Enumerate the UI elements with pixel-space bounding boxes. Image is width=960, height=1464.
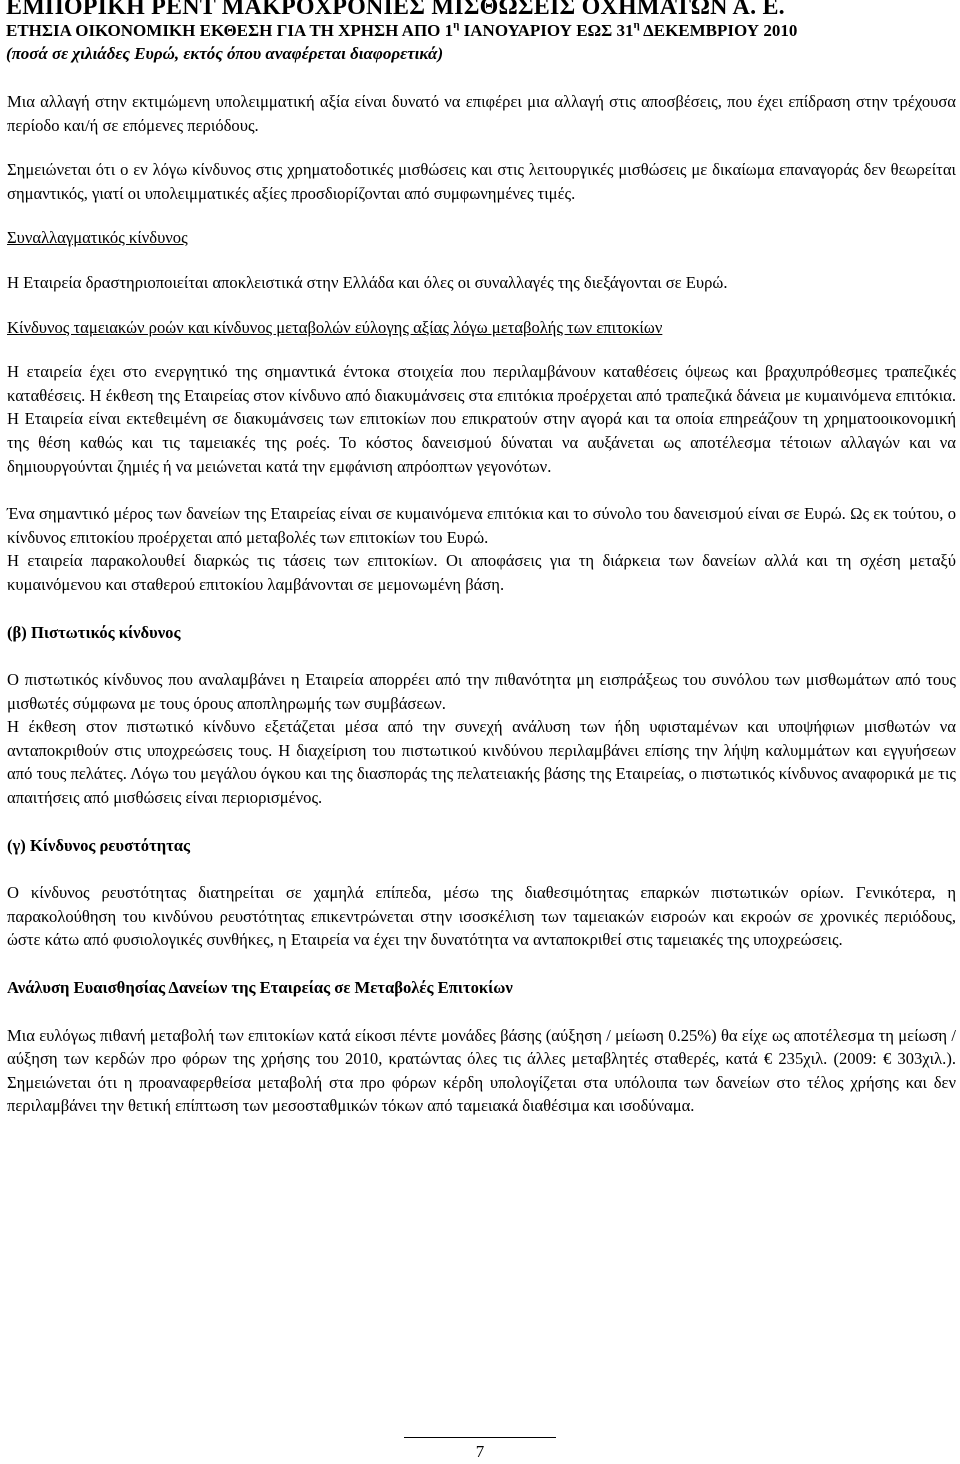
heading-liquidity-risk: (γ) Κίνδυνος ρευστότητας [7, 835, 191, 855]
paragraph-residual-note: Σημειώνεται ότι ο εν λόγω κίνδυνος στις χρηματοδοτικές μισθώσεις και στις λειτουργικές μισθώσεις με δικαίωμα επαναγοράς δεν θεωρείται σημαντικός, γιατί οι υπολειμματικές αξίες προσδιορίζονται από συμφωνημένες τιμές. [7, 160, 956, 203]
amounts-note: (ποσά σε χιλιάδες Ευρώ, εκτός όπου αναφέρεται διαφορετικά) [6, 44, 444, 63]
paragraph-fx: Η Εταιρεία δραστηριοποιείται αποκλειστικά στην Ελλάδα και όλες οι συναλλαγές της διεξάγονται σε Ευρώ. [7, 272, 728, 292]
heading-credit-risk: (β) Πιστωτικός κίνδυνος [7, 622, 181, 642]
paragraph-sensitivity: Μια ευλόγως πιθανή μεταβολή των επιτοκίων κατά είκοσι πέντε μονάδες βάσης (αύξηση / μείωση 0.25%) θα είχε ως αποτέλεσμα τη μείωση / αύξηση των κερδών προ φόρων της χρήσης του 2010, κρατώντας όλες τις άλλες μεταβλητές σταθερές, κατά € 235χιλ. (2009: € 303χιλ.). Σημειώνεται ότι η προαναφερθείσα μεταβολή στα προ φόρων κέρδη υπολογίζεται στα υπόλοιπα των δανείων στο τέλος χρήσης και δεν περιλαμβάνει την θετική επίπτωση των μεσοσταθμικών τόκων από ταμειακά διαθέσιμα και ισοδύναμα. [7, 1025, 956, 1116]
paragraph-credit-source: Ο πιστωτικός κίνδυνος που αναλαμβάνει η Εταιρεία απορρέει από την πιθανότητα μη εισπράξεως του συνόλου των μισθωμάτων από τους μισθωτές σύμφωνα με τους όρους αποπληρωμής των συμβάσεων. [7, 670, 956, 713]
paragraph-rate-monitoring: Η εταιρεία παρακολουθεί διαρκώς τις τάσεις των επιτοκίων. Οι αποφάσεις για τη διάρκεια των δανείων αλλά και τη σχέση μεταξύ κυμαινόμενου και σταθερού επιτοκίου λαμβάνονται σε μεμονωμένη βάση. [7, 551, 956, 594]
paragraph-credit-management: Η έκθεση στον πιστωτικό κίνδυνο εξετάζεται μέσα από την συνεχή ανάλυση των ήδη υφισταμένων και υποψήφιων μισθωτών να ανταποκριθούν στις υποχρεώσεις τους. Η διαχείριση του πιστωτικού κινδύνου περιλαμβάνει επίσης την λήψη καλυμμάτων και εγγυήσεων από τους πελάτες. Λόγω του μεγάλου όγκου και της διασποράς της πελατειακής βάσης της Εταιρείας, ο πιστωτικός κίνδυνος αναφορικά με τις απαιτήσεις από μισθώσεις είναι περιορισμένος. [7, 717, 956, 808]
footer-divider [404, 1437, 556, 1438]
heading-fx-risk: Συναλλαγματικός κίνδυνος [7, 228, 188, 248]
paragraph-floating-loans: Ένα σημαντικό μέρος των δανείων της Εταιρείας είναι σε κυμαινόμενα επιτόκια και το σύνολο του δανεισμού είναι σε Ευρώ. Ως εκ τούτου, ο κίνδυνος επιτοκίου προέρχεται από μεταβολές των επιτοκίων του Ευρώ. [7, 504, 956, 547]
heading-sensitivity-analysis: Ανάλυση Ευαισθησίας Δανείων της Εταιρείας σε Μεταβολές Επιτοκίων [7, 978, 513, 998]
page-number: 7 [475, 1442, 485, 1461]
paragraph-liquidity: Ο κίνδυνος ρευστότητας διατηρείται σε χαμηλά επίπεδα, μέσω της διαθεσιμότητας επαρκών πιστωτικών ορίων. Γενικότερα, η παρακολούθηση του κινδύνου ρευστότητας επικεντρώνεται στην ισοσκέλιση των ταμειακών εισροών και εκροών σε χρονικές περιόδους, ώστε κάτω από φυσιολογικές συνθήκες, η Εταιρεία να έχει την δυνατότητα να ανταποκριθεί στις ταμειακές της υποχρεώσεις. [7, 883, 956, 950]
company-title: ΕΜΠΟΡΙΚΗ ΡΕΝΤ ΜΑΚΡΟΧΡΟΝΙΕΣ ΜΙΣΘΩΣΕΙΣ ΟΧΗΜΑΤΩΝ Α. Ε. [6, 0, 785, 20]
paragraph-interest-exposure: Η εταιρεία έχει στο ενεργητικό της σημαντικά έντοκα στοιχεία που περιλαμβάνουν καταθέσεις όψεως και βραχυπρόθεσμες τραπεζικές καταθέσεις. Η έκθεση της Εταιρείας στον κίνδυνο από διακυμάνσεις στα επιτόκια προέρχεται από τραπεζικά δάνεια με κυμαινόμενα επιτόκια. Η Εταιρεία είναι εκτεθειμένη σε διακυμάνσεις των επιτοκίων που επικρατούν στην αγορά και τα οποία επηρεάζουν τη χρηματοοικονομική της θέση καθώς και τις ταμειακές της ροές. Το κόστος δανεισμού δύναται να αυξάνεται ως αποτέλεσμα τέτοιων αλλαγών και να δημιουργούνται ζημιές ή να μειώνεται κατά την εμφάνιση απρόοπτων γεγονότων. [7, 362, 956, 476]
report-title: ΕΤΗΣΙΑ ΟΙΚΟΝΟΜΙΚΗ ΕΚΘΕΣΗ ΓΙΑ ΤΗ ΧΡΗΣΗ ΑΠΟ $1^\eta$ ΙΑΝΟΥΑΡΙΟΥ ΕΩΣ $31^\eta$ ΔΕΚΕΜΒΡΙΟΥ 2010 [6, 19, 798, 40]
heading-interest-risk: Κίνδυνος ταμειακών ροών και κίνδυνος μεταβολών εύλογης αξίας λόγω μεταβολής των επιτοκίων [7, 317, 663, 337]
document-body [7, 90, 956, 1118]
paragraph-residual-value: Μια αλλαγή στην εκτιμώμενη υπολειμματική αξία είναι δυνατό να επιφέρει μια αλλαγή στις αποσβέσεις, που έχει επίδραση στην τρέχουσα περίοδο και/ή σε επόμενες περιόδους. [7, 92, 956, 135]
